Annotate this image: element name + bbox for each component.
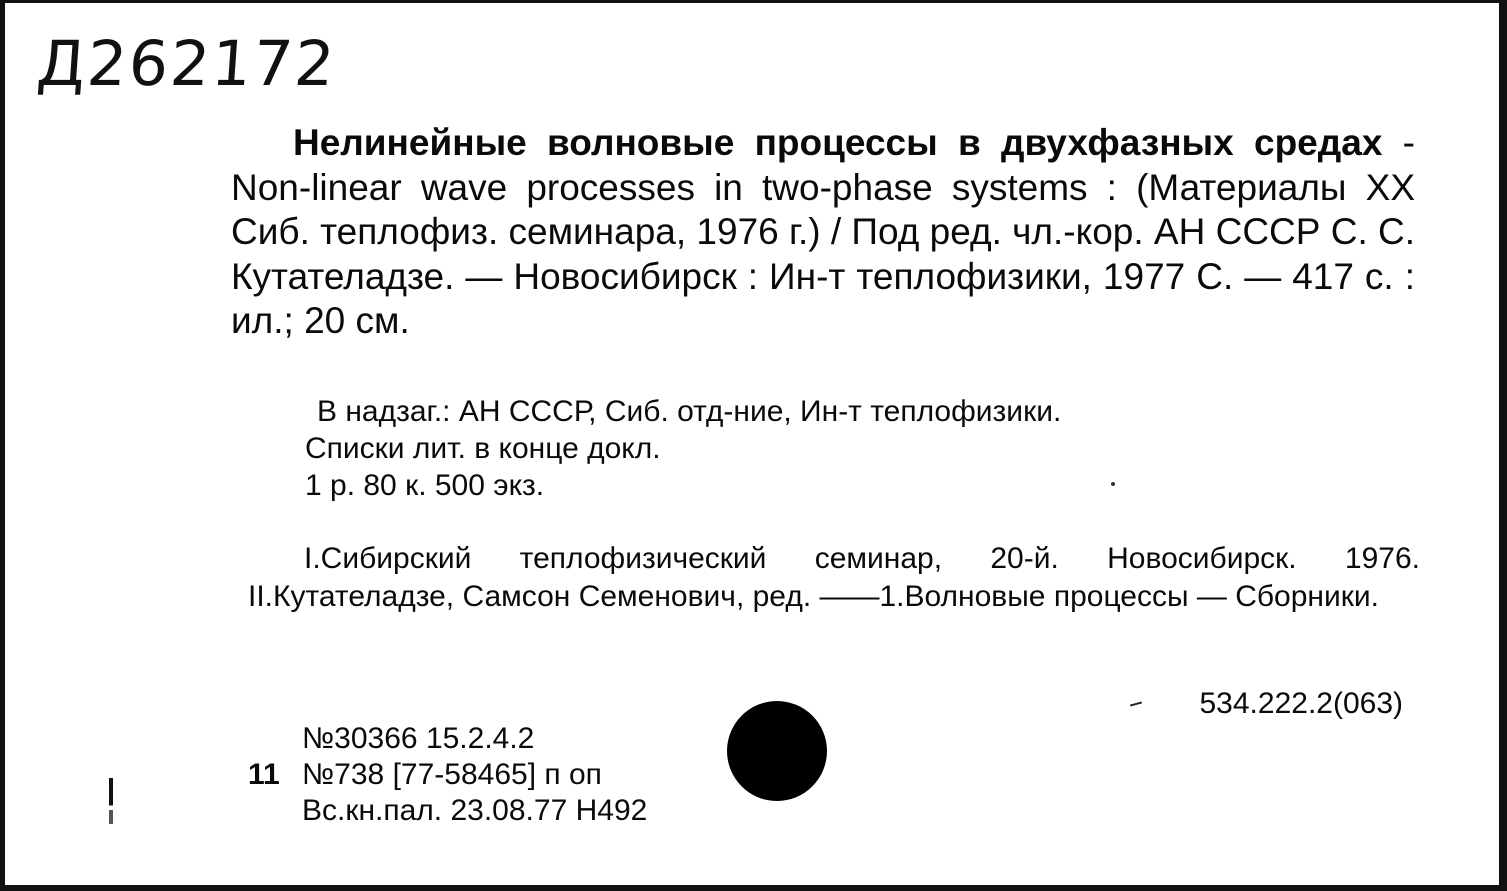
punch-hole [727, 701, 827, 801]
margin-mark [109, 778, 113, 824]
order-number: №30366 15.2.4.2 [302, 722, 535, 755]
description-body: - Non-linear wave processes in two-phase systems : (Материалы XX Сиб. теплофиз. семинара, 1976 г.) / Под ред. чл.-кор. АН СССР С. С. Кутателадзе. — Новосибирск : Ин-т теплофизики, 1977 С. — 417 с. : ил.; 20 см. [231, 122, 1415, 341]
holdings-row [248, 793, 647, 829]
bibliographic-description [231, 121, 1415, 344]
note-line: 1 р. 80 к. 500 экз. [305, 469, 545, 502]
note-line: Списки лит. в конце докл. [305, 432, 661, 465]
tick-mark [1130, 701, 1142, 706]
udc-classification: 534.222.2(063) [1199, 687, 1403, 720]
speck-mark [1111, 482, 1115, 486]
holdings-block [248, 721, 647, 829]
chamber-stamp: Вс.кн.пал. 23.08.77 Н492 [302, 794, 648, 827]
book-title: Нелинейные волновые процессы в двухфазных средах [293, 122, 1383, 163]
registry-number: №738 [77-58465] п оп [302, 758, 602, 791]
note-line: В надзаг.: АН СССР, Сиб. отд-ние, Ин-т теплофизики. [317, 395, 1062, 428]
copies-count: 11 [248, 758, 280, 791]
holdings-row [248, 757, 647, 793]
subject-tracings: I.Сибирский теплофизический семинар, 20-й. Новосибирск. 1976. II.Кутателадзе, Самсон Семенович, ред. ——1.Волновые процессы — Сборники. [248, 542, 1420, 613]
notes-block [305, 393, 1061, 504]
handwritten-accession-number: Д262172 [34, 27, 339, 100]
holdings-row [248, 721, 647, 757]
